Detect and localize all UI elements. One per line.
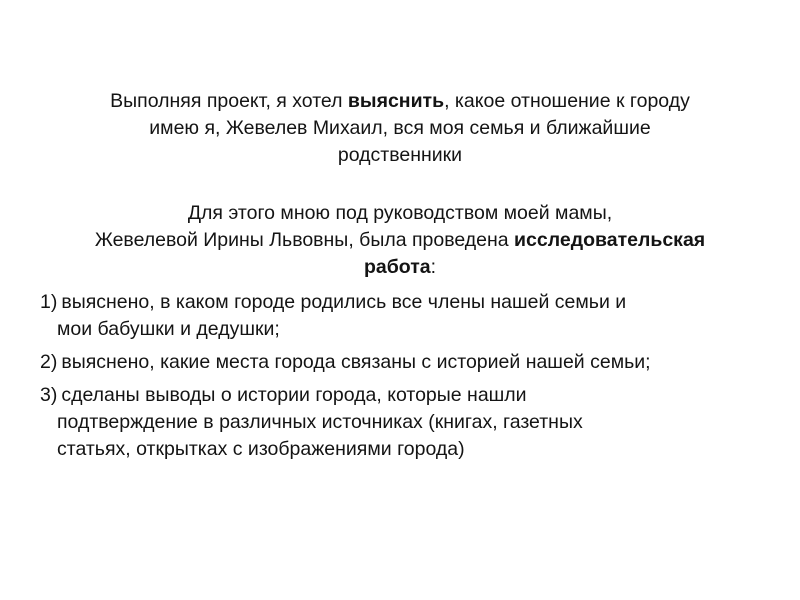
list-item-line: подтверждение в различных источниках (книгах, газетных <box>57 411 583 433</box>
heading-line-2: имею я, Жевелев Михаил, вся моя семья и ближайшие <box>149 117 651 139</box>
item-text: сделаны выводы о истории города, которые нашли <box>61 384 527 406</box>
list-item-line: статьях, открытках с изображениями города) <box>57 438 465 460</box>
heading-line-3: родственники <box>337 144 463 166</box>
heading-bold-emphasis: выяснить <box>347 90 445 112</box>
intro-line-2 <box>30 227 770 254</box>
intro-bold-emphasis: исследовательская <box>514 229 706 251</box>
item-number: 3) <box>40 384 58 406</box>
slide-heading <box>30 88 770 169</box>
list-item-line <box>40 289 780 316</box>
list-item-line: мои бабушки и дедушки; <box>57 318 280 340</box>
intro-line-1: Для этого мною под руководством моей мамы, <box>187 202 613 224</box>
item-text: выяснено, какие места города связаны с историей нашей семьи; <box>61 351 651 373</box>
list-item-2 <box>40 349 780 376</box>
item-number: 2) <box>40 351 58 373</box>
list-item-3 <box>40 382 780 463</box>
item-number: 1) <box>40 291 58 313</box>
list-item-line <box>40 382 780 409</box>
item-text: выяснено, в каком городе родились все члены нашей семьи и <box>61 291 627 313</box>
research-steps-list <box>0 289 800 463</box>
intro-paragraph <box>30 200 770 281</box>
heading-text: Выполняя проект, я хотел <box>110 90 348 112</box>
list-item-1 <box>40 289 780 343</box>
intro-bold-emphasis: работа <box>363 256 431 278</box>
heading-text: , какое отношение к городу <box>444 90 690 112</box>
intro-line-3 <box>30 254 770 281</box>
list-item-line <box>40 349 780 376</box>
heading-line-1 <box>30 88 770 115</box>
intro-text: : <box>430 256 437 278</box>
intro-text: Жевелевой Ирины Львовны, была проведена <box>94 229 515 251</box>
